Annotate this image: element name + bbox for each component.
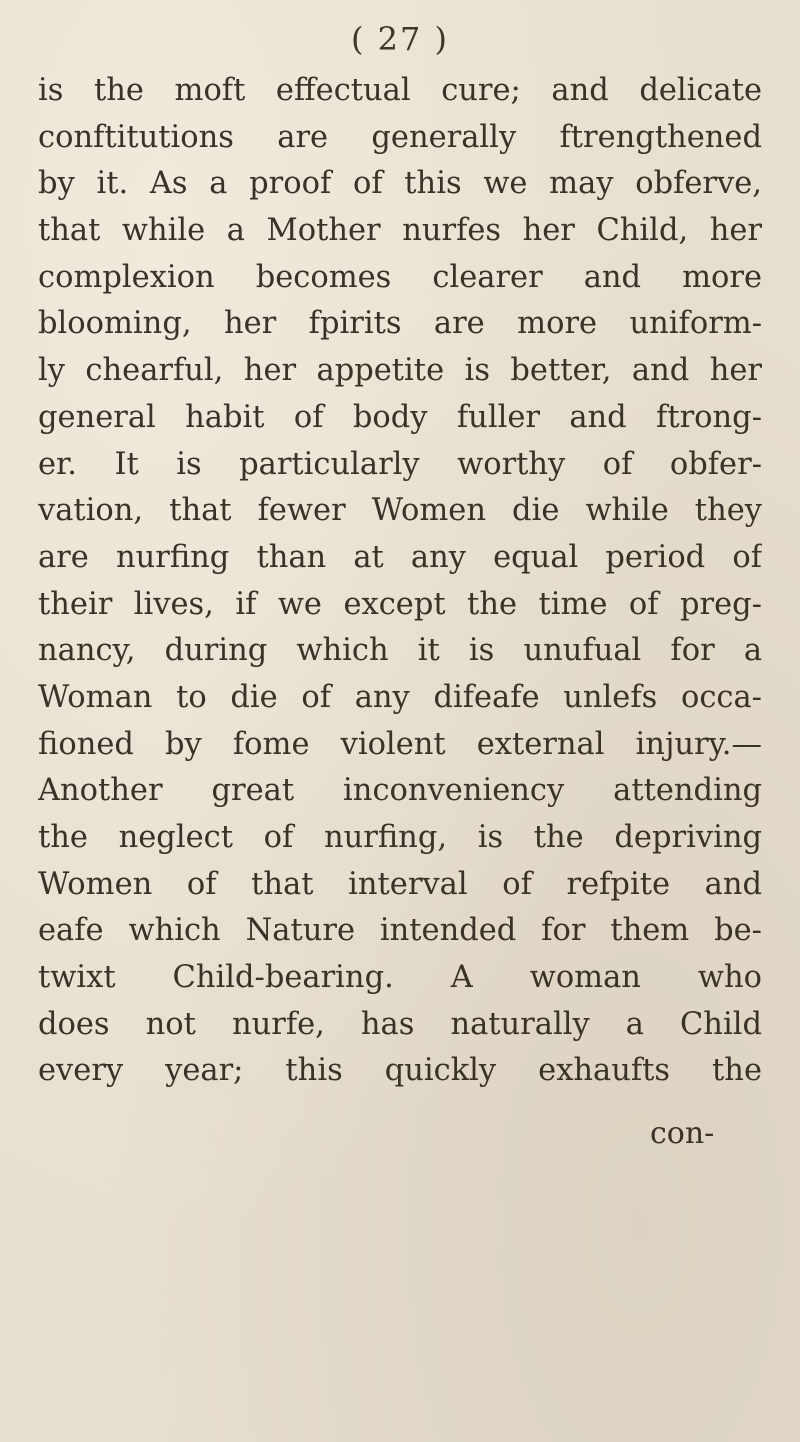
text-line: Another great inconveniency attending	[38, 773, 762, 809]
text-line: nancy, during which it is unufual for a	[38, 633, 762, 669]
text-line: er. It is particularly worthy of obfer-	[38, 446, 762, 482]
text-line: general habit of body fuller and ftrong-	[38, 399, 762, 435]
catchword: con-	[650, 1116, 715, 1151]
text-line: vation, that fewer Women die while they	[38, 493, 762, 529]
text-line: by it. As a proof of this we may obferve,	[38, 166, 762, 202]
page-number: ( 27 )	[350, 20, 450, 58]
text-line: their lives, if we except the time of preg-	[38, 586, 762, 622]
text-line: that while a Mother nurfes her Child, her	[38, 213, 762, 249]
text-line: Woman to die of any difeafe unlefs occa-	[38, 679, 762, 715]
text-line: twixt Child-bearing. A woman who	[38, 960, 762, 996]
text-line: blooming, her fpirits are more uniform-	[38, 306, 762, 342]
text-line: does not nurfe, has naturally a Child	[38, 1006, 762, 1042]
text-line: is the moft effectual cure; and delicate	[38, 73, 762, 108]
text-line: eafe which Nature intended for them be-	[38, 913, 762, 949]
text-line: conftitutions are generally ftrengthened	[38, 119, 762, 155]
text-line: ly chearful, her appetite is better, and her	[38, 353, 762, 389]
text-line: fioned by fome violent external injury.—	[38, 726, 762, 762]
text-line: complexion becomes clearer and more	[38, 259, 762, 295]
text-line: are nurfing than at any equal period of	[38, 539, 762, 575]
text-line: Women of that interval of refpite and	[38, 866, 762, 902]
text-line: every year; this quickly exhaufts the	[38, 1053, 762, 1089]
body-text	[38, 68, 762, 1095]
text-line: the neglect of nurfing, is the depriving	[38, 820, 762, 855]
